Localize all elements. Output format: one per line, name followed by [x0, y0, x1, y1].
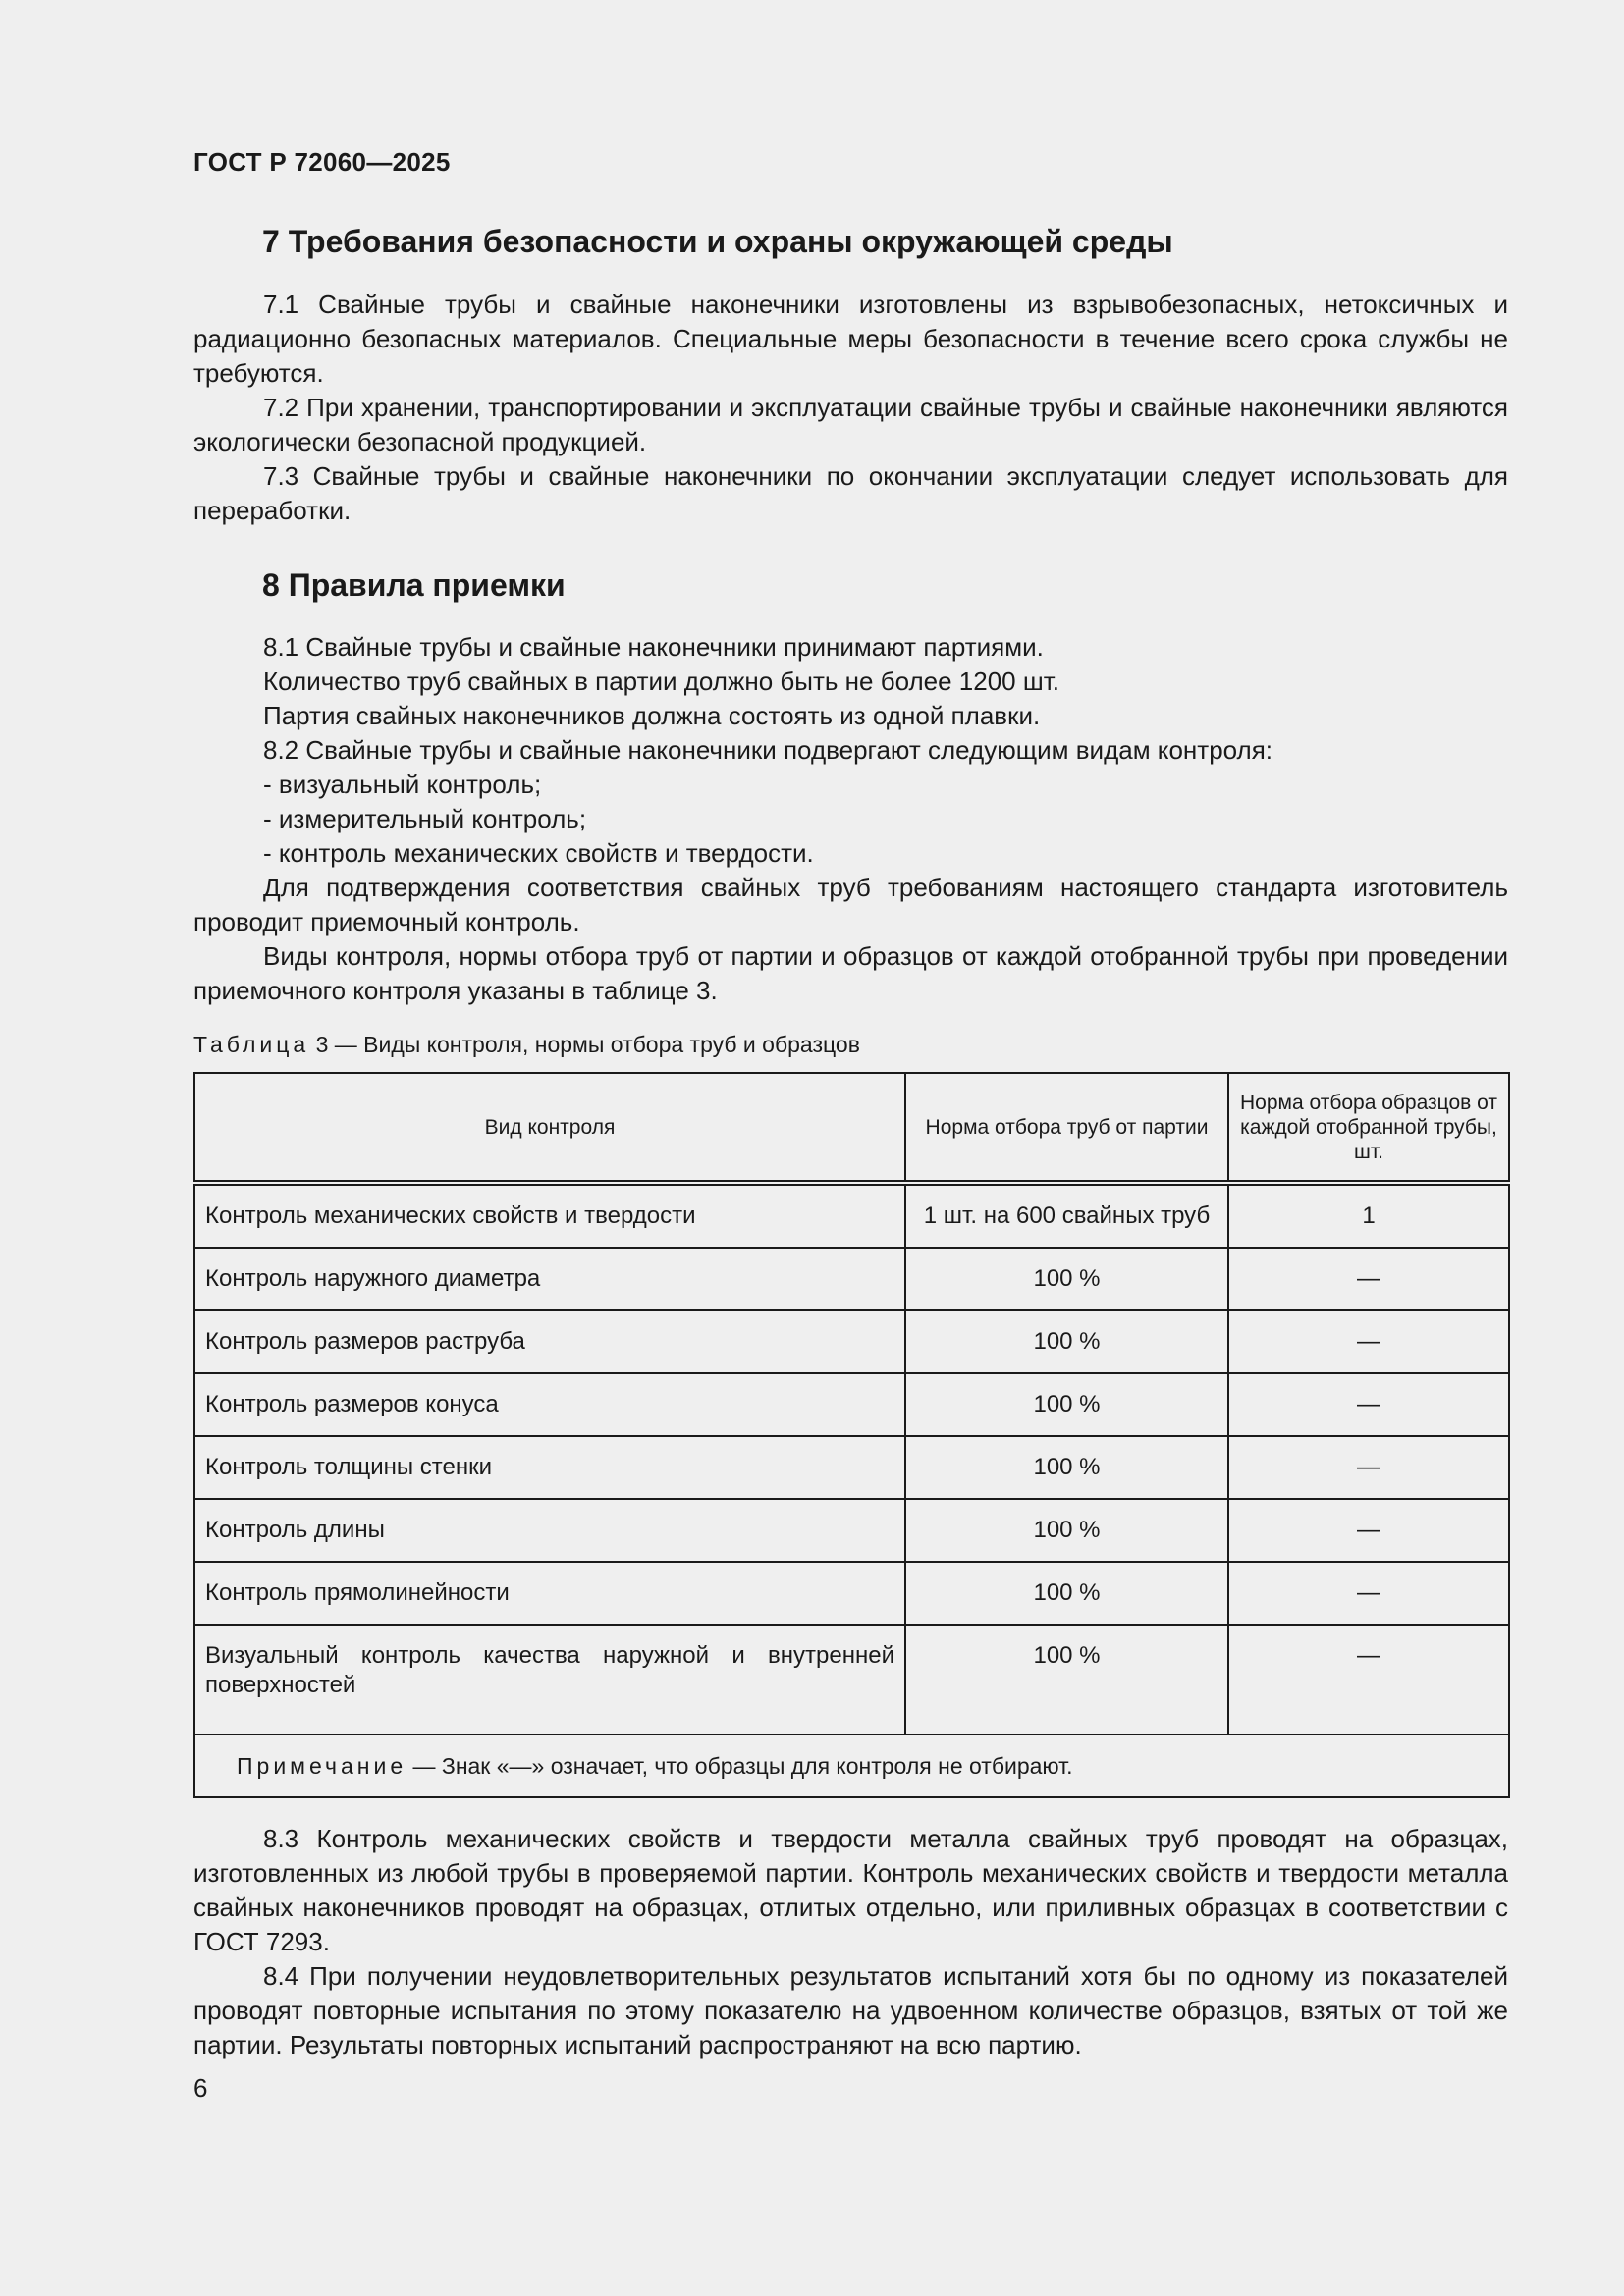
table-row	[194, 1373, 1509, 1436]
table-row	[194, 1310, 1509, 1373]
table-cell: 1	[1228, 1183, 1509, 1248]
table-cell: 100 %	[905, 1310, 1228, 1373]
table-cell: 100 %	[905, 1248, 1228, 1310]
table-cell: Контроль прямолинейности	[194, 1562, 905, 1625]
table-cell: 1 шт. на 600 свайных труб	[905, 1183, 1228, 1248]
table-cell: Контроль наружного диаметра	[194, 1248, 905, 1310]
table-cell: —	[1228, 1436, 1509, 1499]
table-cell: 100 %	[905, 1373, 1228, 1436]
table-cell: Контроль толщины стенки	[194, 1436, 905, 1499]
table-caption-text: 3 — Виды контроля, нормы отбора труб и образцов	[309, 1032, 860, 1057]
table-header-row	[194, 1073, 1509, 1183]
table-cell: —	[1228, 1373, 1509, 1436]
table-row	[194, 1436, 1509, 1499]
header-pipe-sampling: Норма отбора труб от партии	[905, 1073, 1228, 1183]
table-cell: Контроль размеров раструба	[194, 1310, 905, 1373]
header-control-type: Вид контроля	[194, 1073, 905, 1183]
paragraph-acceptance-control: Для подтверждения соответствия свайных труб требованиям настоящего стандарта изготовитель проводит приемочный контроль.	[193, 873, 1508, 936]
table-note-row	[194, 1735, 1509, 1797]
paragraph-8-3: 8.3 Контроль механических свойств и твердости металла свайных труб проводят на образцах, изготовленных из любой трубы в проверяемой партии. Контроль механических свойств и твердости металла свайных наконечников проводят на образцах, отлитых отдельно, или приливных образцах в соответствии с ГОСТ 7293.	[193, 1824, 1508, 1956]
section-7-title: 7 Требования безопасности и охраны окружающей среды	[262, 224, 1173, 259]
table-row	[194, 1183, 1509, 1248]
section-8-title: 8 Правила приемки	[262, 567, 566, 603]
table-cell: —	[1228, 1499, 1509, 1562]
table-cell: —	[1228, 1310, 1509, 1373]
table-cell: Контроль длины	[194, 1499, 905, 1562]
table-row	[194, 1625, 1509, 1735]
paragraph-7-2: 7.2 При хранении, транспортировании и эксплуатации свайные трубы и свайные наконечники являются экологически безопасной продукцией.	[193, 393, 1508, 456]
table-row	[194, 1562, 1509, 1625]
paragraph-8-1-quantity: Количество труб свайных в партии должно быть не более 1200 шт.	[263, 667, 1059, 696]
table-caption	[193, 1030, 860, 1059]
header-specimen-sampling: Норма отбора образцов от каждой отобранной трубы, шт.	[1228, 1073, 1509, 1183]
control-table	[193, 1072, 1510, 1798]
paragraph-control-types: Виды контроля, нормы отбора труб от партии и образцов от каждой отобранной трубы при проведении приемочного контроля указаны в таблице 3.	[193, 941, 1508, 1005]
list-item-visual: - визуальный контроль;	[263, 770, 542, 799]
paragraph-8-1-batch: Партия свайных наконечников должна состоять из одной плавки.	[263, 701, 1041, 730]
table-cell: Контроль размеров конуса	[194, 1373, 905, 1436]
list-item-measuring: - измерительный контроль;	[263, 804, 587, 833]
paragraph-8-2: 8.2 Свайные трубы и свайные наконечники подвергают следующим видам контроля:	[263, 735, 1273, 765]
table-note-text: — Знак «—» означает, что образцы для контроля не отбирают.	[406, 1752, 1073, 1779]
table-cell: —	[1228, 1625, 1509, 1735]
table-cell: 100 %	[905, 1625, 1228, 1735]
table-cell: —	[1228, 1248, 1509, 1310]
list-item-mechanical: - контроль механических свойств и твердости.	[263, 838, 814, 868]
table-cell: 100 %	[905, 1436, 1228, 1499]
table-caption-label: Таблица	[193, 1032, 310, 1057]
paragraph-8-4: 8.4 При получении неудовлетворительных результатов испытаний хотя бы по одному из показателей проводят повторные испытания по этому показателю на удвоенном количестве образцов, взятых от той же партии. Результаты повторных испытаний распространяют на всю партию.	[193, 1961, 1508, 2059]
table-cell: 100 %	[905, 1499, 1228, 1562]
paragraph-8-1: 8.1 Свайные трубы и свайные наконечники принимают партиями.	[263, 632, 1044, 662]
table-cell: —	[1228, 1562, 1509, 1625]
page-number: 6	[193, 2073, 208, 2103]
table-row	[194, 1248, 1509, 1310]
table-note	[194, 1735, 1509, 1797]
table-cell: Визуальный контроль качества наружной и внутренней поверхностей	[194, 1625, 905, 1735]
table-cell: 100 %	[905, 1562, 1228, 1625]
table-cell: Контроль механических свойств и твердости	[194, 1183, 905, 1248]
paragraph-7-1: 7.1 Свайные трубы и свайные наконечники изготовлены из взрывобезопасных, нетоксичных и радиационно безопасных материалов. Специальные меры безопасности в течение всего срока службы не требуются.	[193, 290, 1508, 388]
table-note-label: Примечание	[237, 1752, 407, 1779]
paragraph-7-3: 7.3 Свайные трубы и свайные наконечники по окончании эксплуатации следует использовать для переработки.	[193, 461, 1508, 525]
document-header: ГОСТ Р 72060—2025	[193, 147, 451, 177]
table-row	[194, 1499, 1509, 1562]
